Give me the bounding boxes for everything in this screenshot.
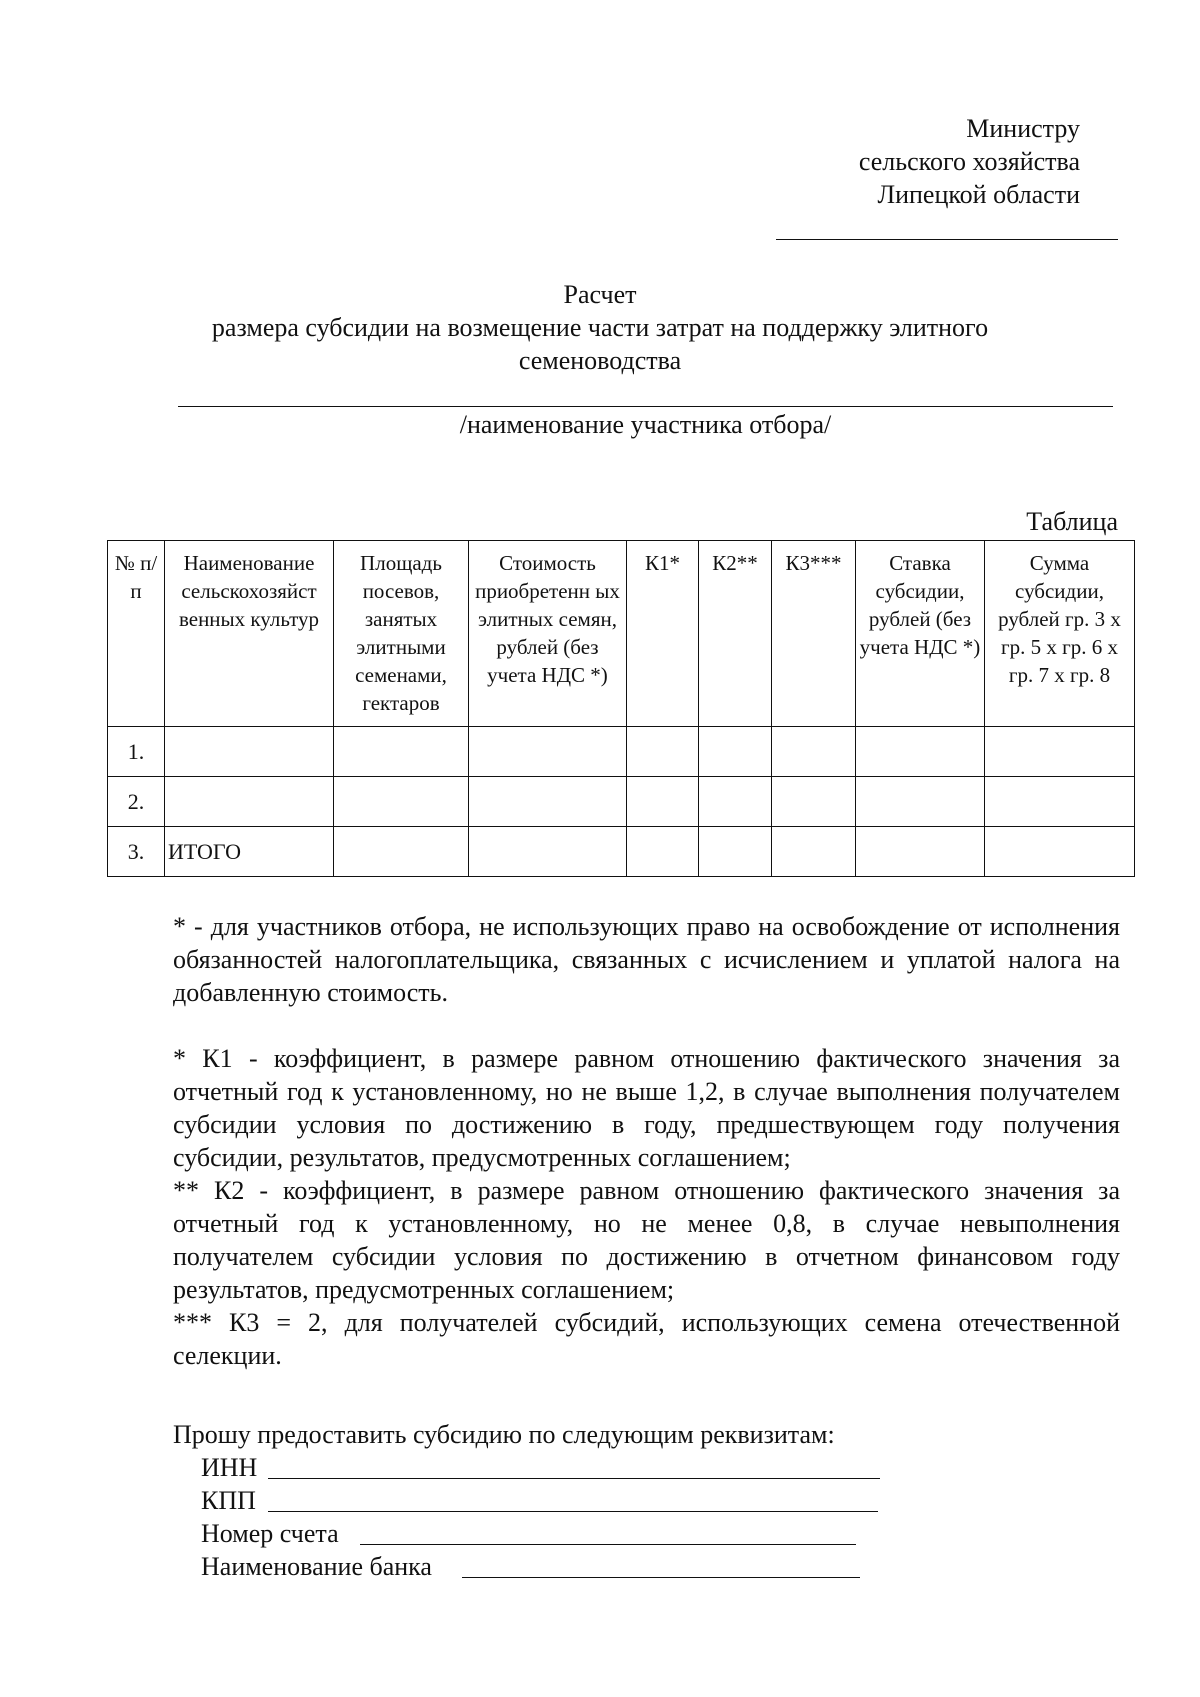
cell[interactable] <box>856 727 985 777</box>
addressee-line-3: Липецкой области <box>877 180 1080 209</box>
cell[interactable] <box>627 777 699 827</box>
cell[interactable] <box>469 827 627 877</box>
title-line-3: семеноводства <box>518 346 682 375</box>
cell[interactable] <box>856 827 985 877</box>
cell[interactable] <box>699 777 772 827</box>
cell[interactable] <box>985 827 1135 877</box>
cell[interactable] <box>699 727 772 777</box>
cell[interactable] <box>856 777 985 827</box>
cell[interactable] <box>627 827 699 877</box>
kpp-field[interactable] <box>268 1511 878 1512</box>
addressee-signature-line <box>776 239 1118 240</box>
row-total-label: ИТОГО <box>165 827 334 877</box>
subsidy-table <box>107 540 1135 877</box>
row-number: 2. <box>108 777 165 827</box>
kpp-label: КПП <box>201 1486 256 1515</box>
addressee-block <box>859 112 1080 211</box>
cell[interactable] <box>469 777 627 827</box>
table-row <box>108 777 1135 827</box>
cell[interactable] <box>772 727 856 777</box>
inn-field[interactable] <box>268 1478 880 1479</box>
bank-label: Наименование банка <box>201 1552 432 1581</box>
title-line-1: Расчет <box>563 280 637 309</box>
cell[interactable] <box>985 777 1135 827</box>
addressee-line-1: Министру <box>966 114 1080 143</box>
participant-caption: /наименование участника отбора/ <box>459 410 832 439</box>
bank-field[interactable] <box>462 1577 860 1578</box>
addressee-line-2: сельского хозяйства <box>858 147 1080 176</box>
row-crop-name[interactable] <box>165 777 334 827</box>
header-rate: Ставка субсидии, рублей (без учета НДС *) <box>856 541 985 727</box>
table-header-row <box>108 541 1135 727</box>
cell[interactable] <box>985 727 1135 777</box>
account-field[interactable] <box>360 1544 856 1545</box>
table-row-total <box>108 827 1135 877</box>
cell[interactable] <box>772 827 856 877</box>
row-crop-name[interactable] <box>165 727 334 777</box>
note-k3: *** К3 = 2, для получателей субсидий, использующих семена отечественной селекции. <box>173 1308 1120 1370</box>
header-k2: К2** <box>699 541 772 727</box>
footnotes <box>173 910 1120 1372</box>
cell[interactable] <box>334 727 469 777</box>
inn-label: ИНН <box>201 1453 258 1482</box>
header-number: № п/п <box>108 541 165 727</box>
participant-name-line <box>178 406 1113 407</box>
request-intro: Прошу предоставить субсидию по следующим реквизитам: <box>173 1420 835 1449</box>
header-k1: К1* <box>627 541 699 727</box>
document-title <box>140 278 1060 377</box>
header-area: Площадь посевов, занятых элитными семенами, гектаров <box>334 541 469 727</box>
cell[interactable] <box>627 727 699 777</box>
note-k1: * К1 - коэффициент, в размере равном отношению фактического значения за отчетный год к установленному, но не выше 1,2, в случае выполнения получателем субсидии условия по достижению в году, предшествующем году получения субсидии, результатов, предусмотренных соглашением; <box>173 1044 1120 1172</box>
row-number: 3. <box>108 827 165 877</box>
cell[interactable] <box>334 827 469 877</box>
header-crop-name: Наименование сельскохозяйст венных культур <box>165 541 334 727</box>
header-cost: Стоимость приобретенн ых элитных семян, рублей (без учета НДС *) <box>469 541 627 727</box>
account-label: Номер счета <box>201 1519 339 1548</box>
cell[interactable] <box>469 727 627 777</box>
row-number: 1. <box>108 727 165 777</box>
note-k2: ** К2 - коэффициент, в размере равном отношению фактического значения за отчетный год к установленному, но не менее 0,8, в случае невыполнения получателем субсидии условия по достижению в отчетном финансовом году результатов, предусмотренных соглашением; <box>173 1176 1120 1304</box>
title-line-2: размера субсидии на возмещение части затрат на поддержку элитного <box>211 313 989 342</box>
header-k3: К3*** <box>772 541 856 727</box>
cell[interactable] <box>699 827 772 877</box>
table-caption: Таблица <box>1026 507 1118 536</box>
cell[interactable] <box>772 777 856 827</box>
header-sum: Сумма субсидии, рублей гр. 3 х гр. 5 х гр. 6 х гр. 7 х гр. 8 <box>985 541 1135 727</box>
cell[interactable] <box>334 777 469 827</box>
note-vat: * - для участников отбора, не использующих право на освобождение от исполнения обязанностей налогоплательщика, связанных с исчислением и уплатой налога на добавленную стоимость. <box>173 912 1120 1007</box>
table-row <box>108 727 1135 777</box>
